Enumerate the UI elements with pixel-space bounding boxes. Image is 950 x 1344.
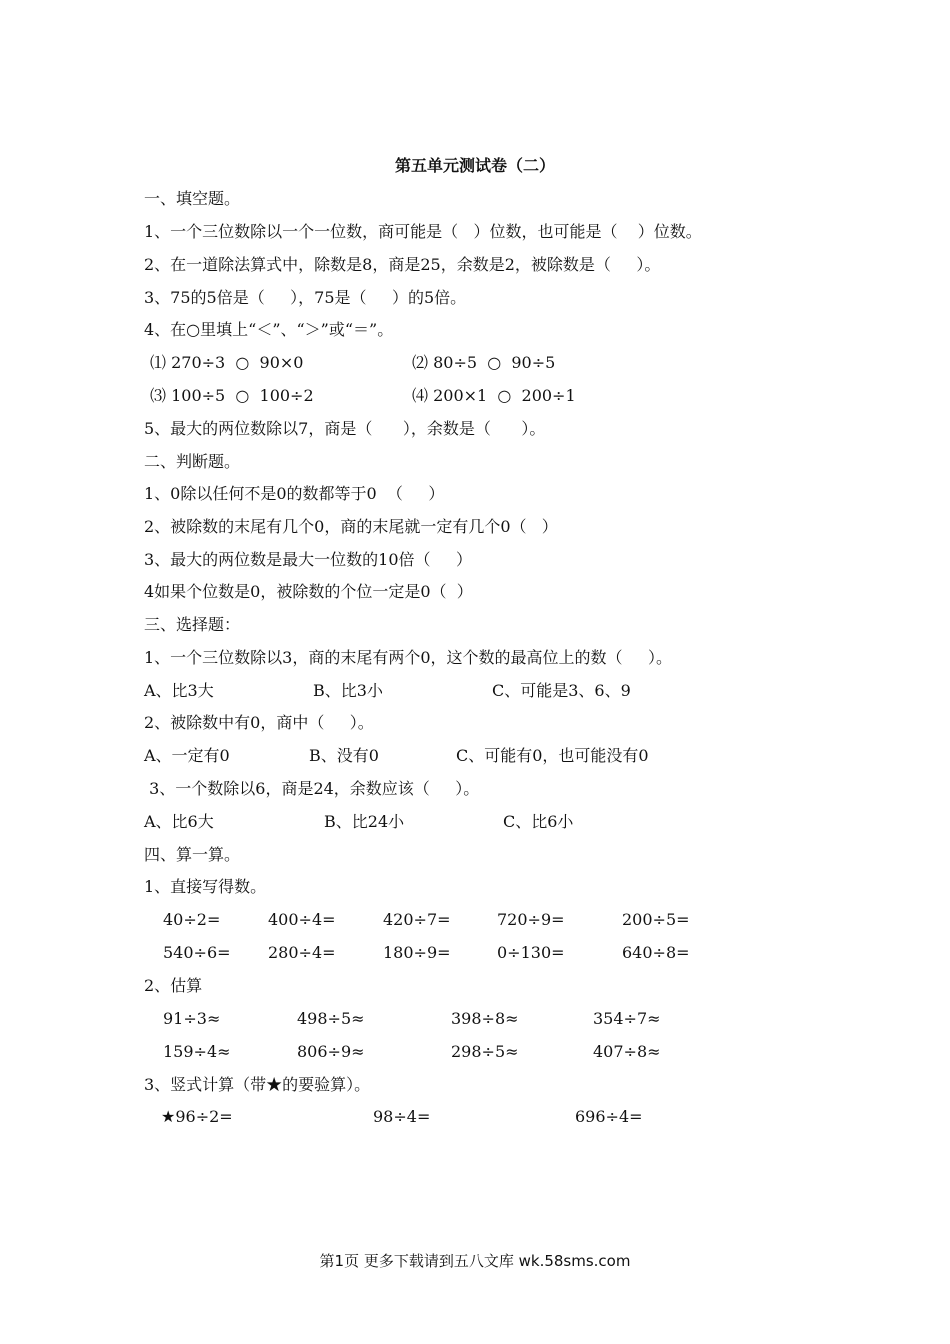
choice-3-option-a: A、比6大 — [144, 812, 214, 831]
choice-1-option-a: A、比3大 — [144, 681, 214, 700]
fill-question-4: 4、在○里填上“＜”、“＞”或“＝”。 — [144, 320, 394, 339]
estimate-item: 806÷9≈ — [297, 1042, 365, 1061]
vertical-calc-prompt: 3、竖式计算（带★的要验算）。 — [144, 1075, 371, 1094]
vertical-calc-item: ★96÷2= — [161, 1107, 233, 1126]
fill-question-2: 2、在一道除法算式中，除数是8，商是25，余数是2，被除数是（ ）。 — [144, 255, 661, 274]
choice-2-option-a: A、一定有0 — [144, 746, 230, 765]
choice-question-3: 3、一个数除以6，商是24，余数应该（ ）。 — [144, 779, 480, 798]
direct-calc-item: 0÷130= — [497, 943, 565, 962]
choice-2-option-c: C、可能有0，也可能没有0 — [456, 746, 649, 765]
estimate-item: 298÷5≈ — [451, 1042, 519, 1061]
direct-calc-item: 400÷4= — [268, 910, 336, 929]
page-footer: 第1页 更多下载请到五八文库 wk.58sms.com — [319, 1252, 631, 1270]
vertical-calc-item: 98÷4= — [373, 1107, 431, 1126]
direct-calc-item: 720÷9= — [497, 910, 565, 929]
section-3-heading: 三、选择题： — [144, 615, 241, 634]
section-4-heading: 四、算一算。 — [144, 845, 241, 864]
choice-3-option-b: B、比24小 — [324, 812, 405, 831]
choice-1-option-c: C、可能是3、6、9 — [492, 681, 631, 700]
estimate-prompt: 2、估算 — [144, 976, 203, 995]
judge-question-2: 2、被除数的末尾有几个0，商的末尾就一定有几个0（ ） — [144, 517, 558, 536]
direct-calc-item: 40÷2= — [163, 910, 221, 929]
fill-question-5: 5、最大的两位数除以7，商是（ ），余数是（ ）。 — [144, 419, 546, 438]
choice-question-2: 2、被除数中有0，商中（ ）。 — [144, 713, 374, 732]
section-1-heading: 一、填空题。 — [144, 189, 241, 208]
compare-item-2: ⑵ 80÷5 ○ 90÷5 — [412, 353, 556, 372]
estimate-item: 498÷5≈ — [297, 1009, 365, 1028]
estimate-item: 407÷8≈ — [593, 1042, 661, 1061]
direct-calc-prompt: 1、直接写得数。 — [144, 877, 267, 896]
fill-question-3: 3、75的5倍是（ ），75是（ ）的5倍。 — [144, 288, 467, 307]
direct-calc-item: 420÷7= — [383, 910, 451, 929]
estimate-item: 159÷4≈ — [163, 1042, 231, 1061]
page-title: 第五单元测试卷（二） — [394, 156, 555, 175]
judge-question-3: 3、最大的两位数是最大一位数的10倍（ ） — [144, 550, 472, 569]
judge-question-1: 1、0除以任何不是0的数都等于0 （ ） — [144, 484, 445, 503]
compare-item-3: ⑶ 100÷5 ○ 100÷2 — [150, 386, 314, 405]
fill-question-1: 1、一个三位数除以一个一位数，商可能是（ ）位数，也可能是（ ）位数。 — [144, 222, 702, 241]
compare-item-1: ⑴ 270÷3 ○ 90×0 — [150, 353, 304, 372]
choice-question-1: 1、一个三位数除以3，商的末尾有两个0，这个数的最高位上的数（ ）。 — [144, 648, 672, 667]
direct-calc-item: 200÷5= — [622, 910, 690, 929]
compare-item-4: ⑷ 200×1 ○ 200÷1 — [412, 386, 576, 405]
direct-calc-item: 640÷8= — [622, 943, 690, 962]
estimate-item: 91÷3≈ — [163, 1009, 221, 1028]
direct-calc-item: 280÷4= — [268, 943, 336, 962]
choice-1-option-b: B、比3小 — [313, 681, 383, 700]
section-2-heading: 二、判断题。 — [144, 452, 241, 471]
choice-2-option-b: B、没有0 — [309, 746, 379, 765]
judge-question-4: 4如果个位数是0，被除数的个位一定是0（ ） — [144, 582, 473, 601]
estimate-item: 354÷7≈ — [593, 1009, 661, 1028]
direct-calc-item: 180÷9= — [383, 943, 451, 962]
direct-calc-item: 540÷6= — [163, 943, 231, 962]
choice-3-option-c: C、比6小 — [503, 812, 574, 831]
vertical-calc-item: 696÷4= — [575, 1107, 643, 1126]
estimate-item: 398÷8≈ — [451, 1009, 519, 1028]
